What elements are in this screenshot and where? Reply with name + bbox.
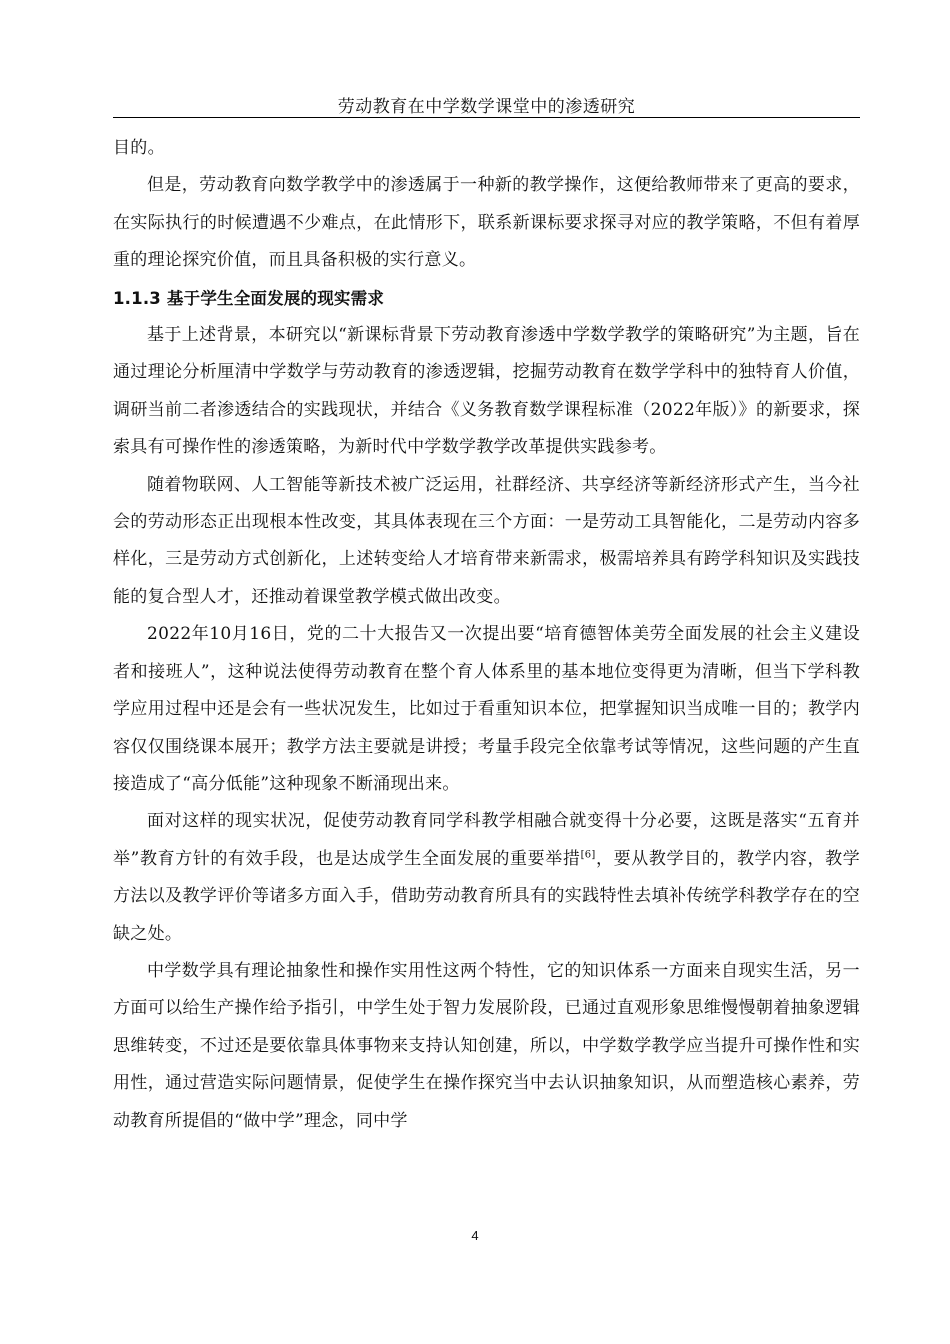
document-body xyxy=(113,130,860,1140)
paragraph: 但是，劳动教育向数学教学中的渗透属于一种新的教学操作，这便给教师带来了更高的要求，在实际执行的时候遭遇不少难点，在此情形下，联系新课标要求探寻对应的教学策略，不但有着厚重的理论探究价值，而且具备积极的实行意义。 xyxy=(113,175,860,271)
citation-reference[interactable]: [6] xyxy=(580,849,596,861)
paragraph: 基于上述背景，本研究以“新课标背景下劳动教育渗透中学数学教学的策略研究”为主题，旨在通过理论分析厘清中学数学与劳动教育的渗透逻辑，挖掘劳动教育在数学学科中的独特育人价值，调研当前二者渗透结合的实践现状，并结合《义务教育数学课程标准（2022年版）》的新要求，探索具有可操作性的渗透策略，为新时代中学数学教学改革提供实践参考。 xyxy=(113,325,860,458)
paragraph: 中学数学具有理论抽象性和操作实用性这两个特性，它的知识体系一方面来自现实生活，另一方面可以给生产操作给予指引，中学生处于智力发展阶段，已通过直观形象思维慢慢朝着抽象逻辑思维转变，不过还是要依靠具体事物来支持认知创建，所以，中学数学教学应当提升可操作性和实用性，通过营造实际问题情景，促使学生在操作探究当中去认识抽象知识，从而塑造核心素养，劳动教育所提倡的“做中学”理念，同中学 xyxy=(113,960,860,1131)
section-heading: 1.1.3 基于学生全面发展的现实需求 xyxy=(113,288,385,308)
page-number: 4 xyxy=(471,1228,479,1243)
paragraph: 2022年10月16日，党的二十大报告又一次提出要“培育德智体美劳全面发展的社会主义建设者和接班人”，这种说法使得劳动教育在整个育人体系里的基本地位变得更为清晰，但当下学科教学应用过程中还是会有一些状况发生，比如过于看重知识本位，把掌握知识当成唯一目的；教学内容仅仅围绕课本展开；教学方法主要就是讲授；考量手段完全依靠考试等情况，这些问题的产生直接造成了“高分低能”这种现象不断涌现出来。 xyxy=(113,624,860,794)
paragraph: 随着物联网、人工智能等新技术被广泛运用，社群经济、共享经济等新经济形式产生，当今社会的劳动形态正出现根本性改变，其具体表现在三个方面：一是劳动工具智能化，二是劳动内容多样化，三是劳动方式创新化，上述转变给人才培育带来新需求，极需培养具有跨学科知识及实践技能的复合型人才，还推动着课堂教学模式做出改变。 xyxy=(113,474,860,607)
paragraph-with-citation xyxy=(113,803,860,953)
paragraph-text: ，要从教学目的，教学内容，教学方法以及教学评价等诸多方面入手，借助劳动教育所具有的实践特性去填补传统学科教学存在的空缺之处。 xyxy=(113,848,861,944)
paragraph-text: 面对这样的现实状况，促使劳动教育同学科教学相融合就变得十分必要，这既是落实“五育并举”教育方针的有效手段，也是达成学生全面发展的重要举措 xyxy=(113,811,860,869)
paragraph-continuation: 目的。 xyxy=(113,138,165,158)
running-header-title: 劳动教育在中学数学课堂中的渗透研究 xyxy=(337,97,636,117)
header-divider xyxy=(113,117,860,118)
